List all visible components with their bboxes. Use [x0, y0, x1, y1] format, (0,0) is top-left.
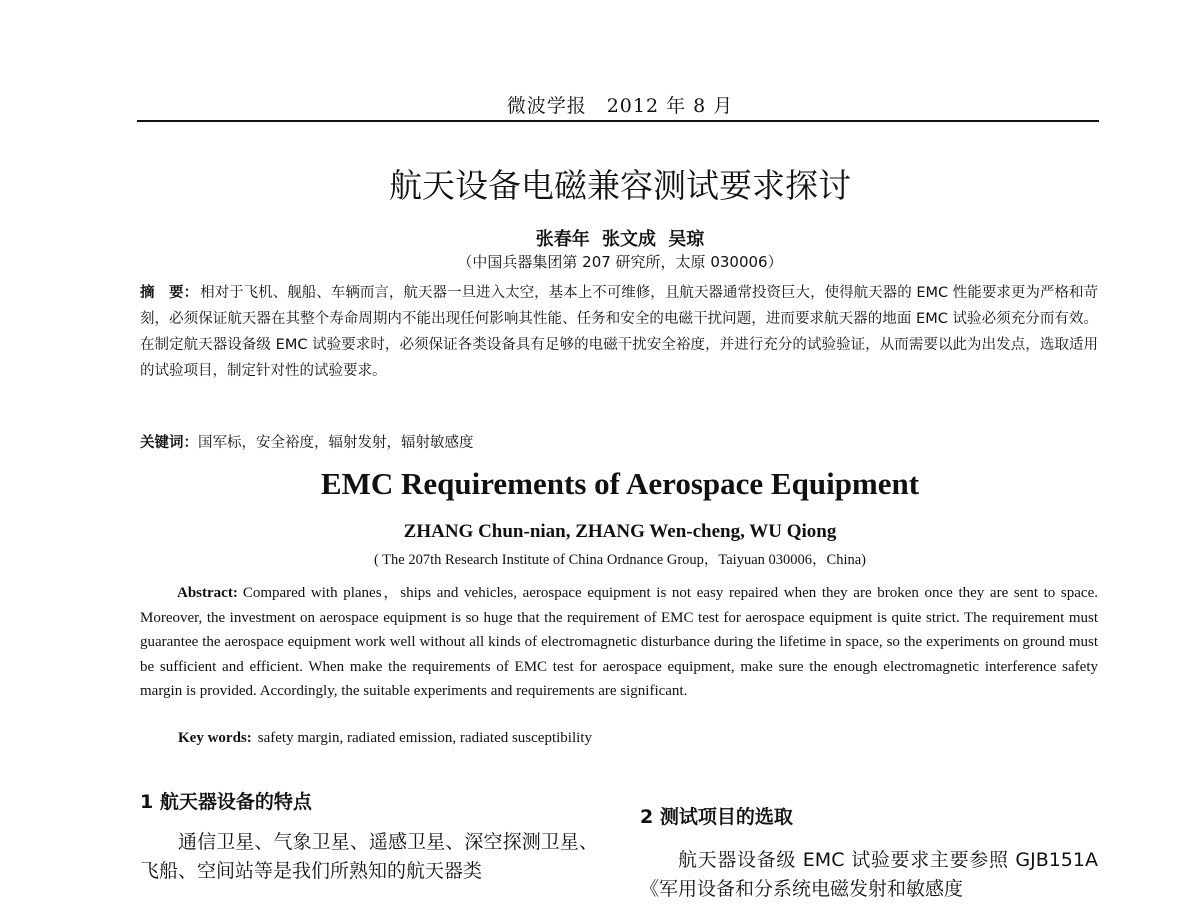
keywords-cn [140, 431, 1098, 452]
section-1-body: 通信卫星、气象卫星、遥感卫星、深空探测卫星、飞船、空间站等是我们所熟知的航天器类 [140, 831, 598, 882]
header-rule [137, 120, 1099, 122]
keywords-en-text: safety margin, radiated emission, radiated susceptibility [257, 730, 592, 746]
abstract-cn [140, 280, 1098, 384]
authors-cn: 张春年 张文成 吴琼 [535, 229, 705, 250]
abstract-en-label: Abstract: [177, 585, 238, 601]
abstract-cn-label: 摘 要： [140, 285, 199, 301]
paper-title-cn: 航天设备电磁兼容测试要求探讨 [389, 166, 851, 205]
section-2-heading: 2 测试项目的选取 [640, 806, 793, 828]
authors-en: ZHANG Chun-nian, ZHANG Wen-cheng, WU Qiong [403, 521, 837, 542]
journal-header: 微波学报 2012 年 8 月 [506, 95, 734, 117]
affiliation-cn: （中国兵器集团第 207 研究所，太原 030006） [457, 253, 783, 271]
keywords-cn-label: 关键词： [140, 435, 198, 451]
keywords-en [178, 730, 1098, 747]
paper-title-en: EMC Requirements of Aerospace Equipment [320, 466, 920, 501]
abstract-en-text: Compared with planes，ships and vehicles, aerospace equipment is not easy repaired when they are broken once they are sent to space. Moreover, the investment on aerospace equipment is so huge that the requirement of EMC test for aerospace equipment is quite strict. The requirement must guarantee the aerospace equipment work well without all kinds of electromagnetic disturbance during the lifetime in space, so the experiments on ground must be sufficient and efficient. When make the requirements of EMC test for aerospace equipment, make sure the enough electromagnetic interference safety margin is provided. Accordingly, the suitable experiments and requirements are significant. [140, 585, 1098, 699]
abstract-cn-text: 相对于飞机、舰船、车辆而言，航天器一旦进入太空，基本上不可维修，且航天器通常投资巨大，使得航天器的 EMC 性能要求更为严格和苛刻，必须保证航天器在其整个寿命周期内不能出现任何影响其性能、任务和安全的电磁干扰问题，进而要求航天器的地面 EMC 试验必须充分而有效。在制定航天器设备级 EMC 试验要求时，必须保证各类设备具有足够的电磁干扰安全裕度，并进行充分的试验验证，从而需要以此为出发点，选取适用的试验项目，制定针对性的试验要求。 [140, 285, 1098, 379]
section-2-body: 航天器设备级 EMC 试验要求主要参照 GJB151A《军用设备和分系统电磁发射和敏感度 [640, 849, 1098, 900]
keywords-en-label: Key words: [178, 730, 252, 746]
section-1-heading: 1 航天器设备的特点 [140, 791, 312, 813]
keywords-cn-text: 国军标，安全裕度，辐射发射，辐射敏感度 [198, 435, 474, 451]
affiliation-en: ( The 207th Research Institute of China Ordnance Group，Taiyuan 030006，China) [373, 552, 866, 568]
abstract-en [140, 581, 1098, 704]
